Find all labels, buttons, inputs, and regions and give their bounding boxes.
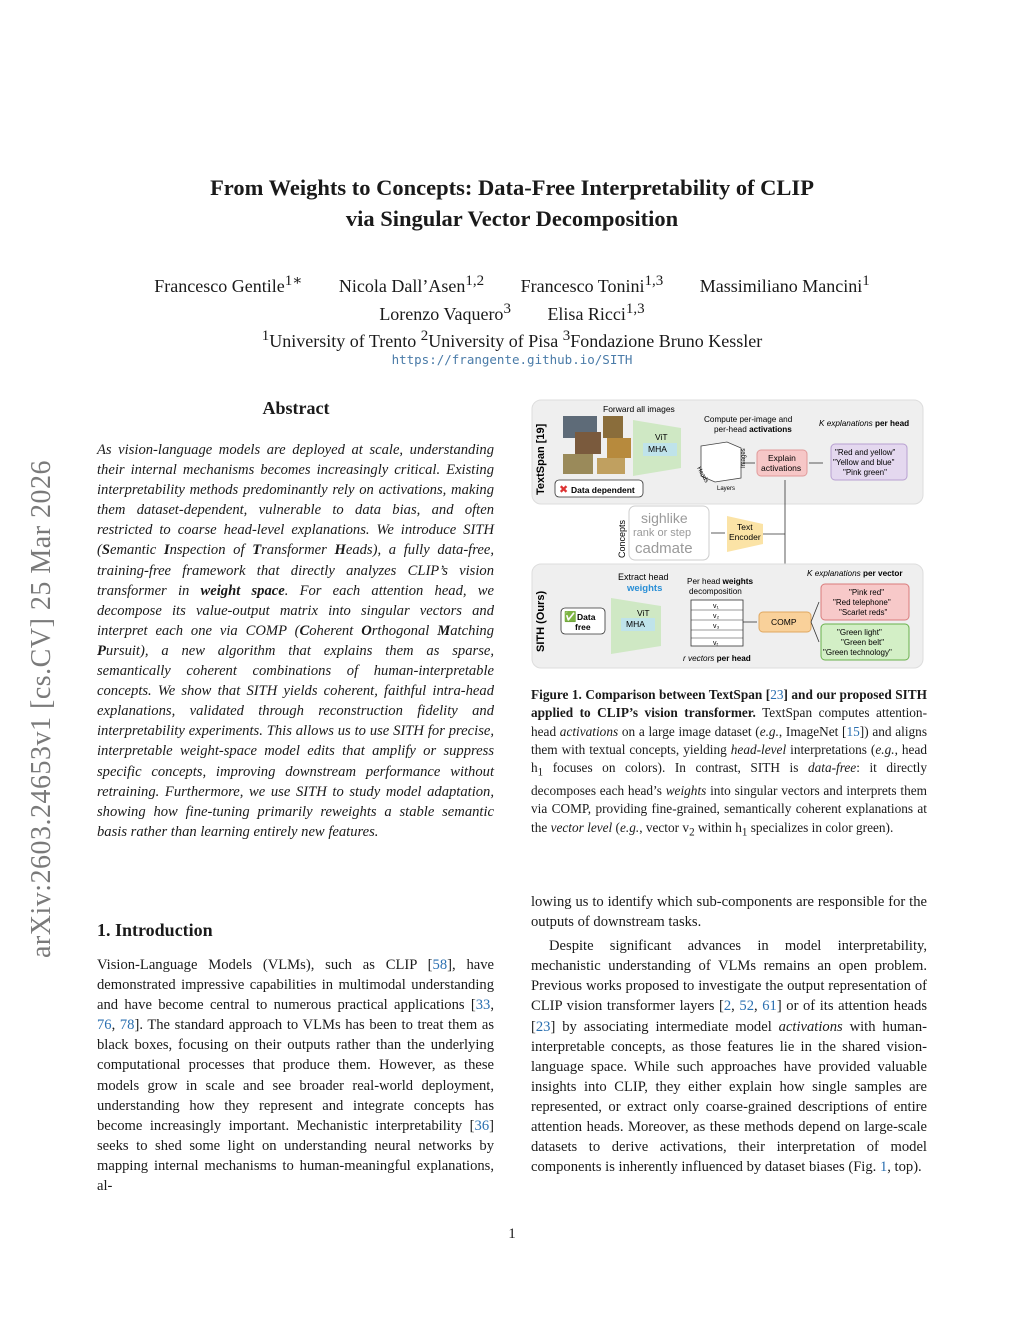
- r-vectors-label: r vectors per head: [683, 654, 751, 663]
- author-name: Elisa Ricci: [547, 304, 626, 324]
- citation-link[interactable]: 58: [432, 957, 448, 973]
- citation-link[interactable]: 36: [474, 1117, 490, 1134]
- textspan-side-label: TextSpan [19]: [535, 423, 547, 495]
- title-line-2: via Singular Vector Decomposition: [345, 206, 679, 231]
- head-explanation: "Pink green": [843, 468, 887, 477]
- title-line-1: From Weights to Concepts: Data-Free Interpretability of CLIP: [210, 175, 814, 200]
- svg-text:Text: Text: [737, 522, 753, 532]
- abstract-heading: Abstract: [262, 398, 330, 418]
- images-label: Images: [741, 448, 747, 468]
- affil-sup: 2: [420, 328, 429, 344]
- extract-head-weights-label: Extract head: [618, 572, 669, 582]
- author-affil-sup: 1∗: [284, 273, 303, 289]
- author-name: Francesco Gentile: [154, 276, 285, 296]
- weight-space-emphasis: weight space: [200, 582, 285, 599]
- vit-label: ViT: [655, 432, 668, 442]
- citation-link[interactable]: 61: [762, 998, 777, 1015]
- vector-explanation: "Scarlet reds": [839, 608, 888, 617]
- forward-images-label: Forward all images: [603, 404, 675, 414]
- section-heading-introduction: 1. Introduction: [97, 920, 213, 940]
- page-number: 1: [508, 1226, 516, 1242]
- svg-text:per-head activations: per-head activations: [714, 425, 792, 434]
- sith-side-label: SITH (Ours): [535, 590, 547, 652]
- head-explanation: "Red and yellow": [835, 448, 896, 457]
- arxiv-identifier: arXiv:2603.24653v1 [cs.CV] 25 Mar 2026: [26, 459, 57, 958]
- vector-explanation: "Green belt": [841, 638, 885, 647]
- singular-vector: v₂: [713, 613, 720, 620]
- author-name: Francesco Tonini: [520, 276, 645, 296]
- citation-link[interactable]: 78: [119, 1017, 135, 1034]
- image-thumbnail: [563, 454, 593, 474]
- citation-link[interactable]: 33: [475, 997, 491, 1014]
- svg-text:free: free: [575, 622, 591, 632]
- singular-vector: vᵣ: [713, 640, 719, 647]
- author-name: Nicola Dall’Asen: [338, 276, 466, 296]
- affil-sup: 3: [562, 328, 571, 344]
- svg-text:COMP: COMP: [771, 617, 797, 627]
- author-name: Lorenzo Vaquero: [379, 304, 504, 324]
- image-thumbnail: [575, 432, 601, 454]
- author-affil-sup: 1,2: [465, 273, 485, 289]
- abstract-text: As vision-language models are deployed at scale, understanding their internal mechanisms becomes increasingly critical. Existing interpretability methods predominantly rely on activations, making them dataset-dependent, vulnerable to data bias, and often restricted to coarse head-level explanations. We introduce SITH (Semantic Inspection of Transformer Heads), a fully data-free, training-free framework that directly analyzes CLIP’s vision transformer in weight space. For each attention head, we decompose its value-output matrix into singular vectors and interpret each one via COMP (Coherent Orthogonal Matching Pursuit), a new algorithm that explains them as sparse, semantically coherent combinations of human-interpretable concepts. We show that SITH yields coherent, faithful intra-head explanations, validated through reconstruction fidelity and interpretability experiments. This allows us to use SITH for precise, interpretable weight-space model edits that amplify or suppress specific concepts, improving downstream performance without retraining. Furthermore, we use SITH to study model adaptation, showing how fine-tuning primarily reweights a stable semantic basis rather than learning entirely new features.: [97, 442, 495, 840]
- affiliation: University of Pisa: [428, 331, 559, 351]
- affil-sup: 1: [261, 328, 270, 344]
- image-thumbnail: [603, 416, 623, 438]
- check-icon: ✅: [564, 612, 577, 623]
- svg-text:weights: weights: [627, 583, 663, 594]
- singular-vector: v₁: [713, 603, 719, 610]
- svg-text:ViT: ViT: [637, 608, 650, 618]
- author-list: [0, 270, 1024, 326]
- k-explanations-per-vector-label: K explanations per vector: [807, 569, 903, 578]
- concept-word: cadmate: [635, 540, 693, 557]
- head-explanation: "Yellow and blue": [833, 458, 895, 467]
- author-affil-sup: 1,3: [625, 301, 645, 317]
- paragraph: lowing us to identify which sub-components are responsible for the outputs of downstream tasks.: [531, 894, 927, 931]
- svg-text:Explain: Explain: [768, 453, 796, 463]
- layers-label: Layers: [717, 486, 736, 492]
- svg-text:Data: Data: [577, 612, 596, 622]
- vector-explanation: "Green light": [837, 628, 882, 637]
- introduction-text: Vision-Language Models (VLMs), such as CLIP [58], have demonstrated impressive capabilities in multimodal understanding and have become central to numerous practical applications [33, 76, 78]. The standard approach to VLMs has been to treat them as black boxes, focusing on their outputs rather than the underlying computational processes that produce them. However, as these models grow in scale and see broader real-world deployment, understanding how they represent and integrate concepts has become increasingly important. Mechanistic interpretability [36] seeks to shed some light on understanding neural networks by mapping internal mechanisms to human-meaningful explanations, al-: [97, 957, 495, 1195]
- author-name: Massimiliano Mancini: [699, 276, 863, 296]
- paragraph: Despite significant advances in model interpretability, mechanistic understanding of VLMs remains an open problem. Previous works proposed to investigate the output representation of CLIP vision transformer layers [2, 52, 61] or of its attention heads [23] by associating intermediate model activations with human-interpretable concepts, as those features lie in the shared vision-language space. While such approaches have provided valuable insights into CLIP, they either explain how single samples are represented, or extract only coarse-grained descriptions of entire attention heads. Moreover, as these methods depend on large-scale datasets to derive activations, their interpretation of model components is inherently influenced by dataset biases (Fig. 1, top).: [531, 938, 927, 1176]
- author-affil-sup: 1: [862, 273, 870, 289]
- image-thumbnail: [597, 458, 625, 474]
- citation-link[interactable]: 15: [846, 723, 860, 739]
- citation-link[interactable]: 23: [535, 1018, 551, 1035]
- vector-explanation: "Green technology": [823, 648, 892, 657]
- paper-title: [0, 172, 1024, 234]
- author-affil-sup: 3: [503, 301, 511, 317]
- figure-1-diagram: [531, 398, 927, 670]
- citation-link[interactable]: 2: [723, 998, 732, 1015]
- svg-text:activations: activations: [761, 463, 802, 473]
- vector-explanation: "Red telephone": [833, 598, 891, 607]
- project-url-link[interactable]: https://frangente.github.io/SITH: [391, 352, 633, 367]
- cross-icon: ✖: [559, 484, 569, 496]
- compute-activations-label: Compute per-image and: [704, 415, 793, 424]
- mha-label: MHA: [648, 444, 667, 454]
- figure-ref-link[interactable]: 1: [879, 1159, 888, 1176]
- data-dependent-label: Data dependent: [571, 485, 635, 495]
- figure-1-caption: Figure 1. Comparison between TextSpan [23] and our proposed SITH applied to CLIP’s vision transformer. TextSpan computes attention-head activations on a large image dataset (e.g., ImageNet [15]) and aligns them with textual concepts, yielding head-level interpretations (e.g., head $h_1$ focuses on colors). In contrast, SITH is data-free: it directly decomposes each head’s weights into singular vectors and interprets them via COMP, providing fine-grained, semantically coherent explanations at the vector level (e.g., vector $v_2$ within $h_1$ specializes in color green).: [531, 687, 927, 839]
- citation-link[interactable]: 23: [770, 687, 784, 702]
- heads-label: Heads: [695, 466, 710, 485]
- svg-text:Encoder: Encoder: [729, 532, 761, 542]
- per-head-weights-label: Per head weights: [687, 577, 753, 586]
- k-explanations-per-head-label: K explanations per head: [819, 419, 910, 428]
- vector-explanation: "Pink red": [849, 588, 885, 597]
- concept-word: rank or step: [633, 527, 692, 539]
- citation-link[interactable]: 76: [97, 1017, 112, 1034]
- concept-word: sighlike: [641, 510, 688, 526]
- affiliation: Fondazione Bruno Kessler: [570, 331, 763, 351]
- singular-vector: v₃: [713, 623, 720, 630]
- image-thumbnail: [607, 438, 631, 458]
- svg-text:MHA: MHA: [626, 619, 645, 629]
- concepts-side-label: Concepts: [617, 519, 627, 558]
- affiliation-list: [0, 325, 1024, 353]
- right-column-text: [531, 892, 927, 1177]
- svg-text:decomposition: decomposition: [689, 587, 742, 596]
- affiliation: University of Trento: [269, 331, 417, 351]
- citation-link[interactable]: 52: [739, 998, 754, 1015]
- author-affil-sup: 1,3: [644, 273, 664, 289]
